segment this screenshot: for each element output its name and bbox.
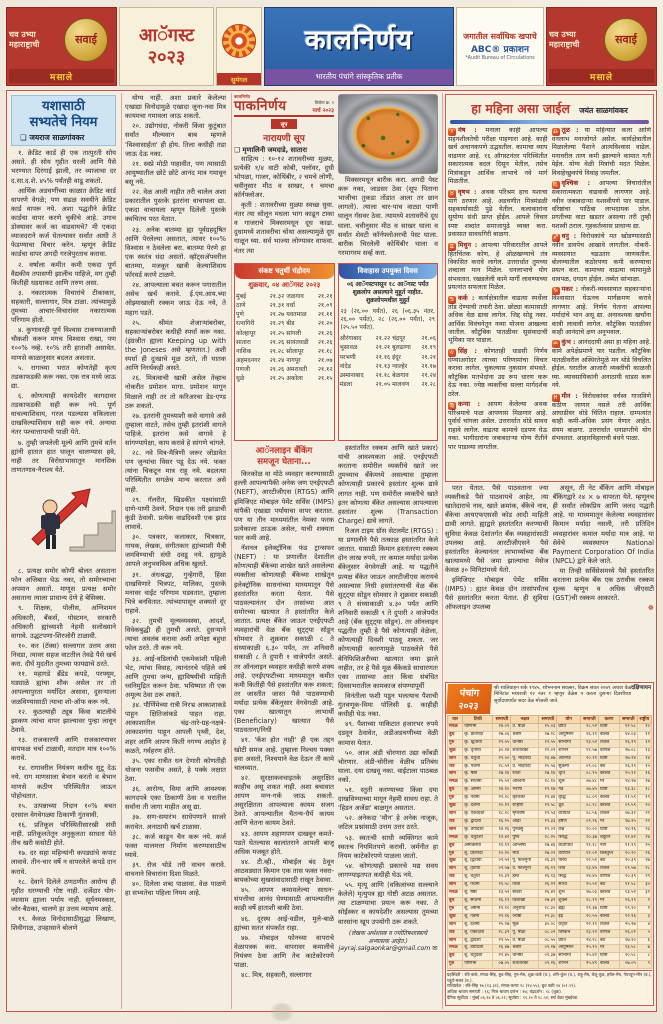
panchang-row: सोम कृ. त्रयोदशी १४.२६ पुनर्वसु २९.०२ वज्र १०.०० विष्टि १४.२६ २३	[448, 826, 652, 834]
masthead	[264, 7, 454, 86]
zodiac-entry	[448, 348, 548, 399]
panchang-row: शुक्र कृ. तृतीया ३०.२४ शततारका २२.०२ शोभन ११.५७ वणिज १७.०८ १३	[448, 747, 652, 755]
banking-paragraphs-cont-left	[445, 484, 549, 613]
recipe-ingredients: साहित्य : १०-१२ शतावरीच्या मुळ्या, प्रत्येकी १/४ वाटी कोबी, फ्लॉवर, दुधी भोपळा, गाजर, कोथिंबीर, २ चमचे लोणी, चवीनुसार मीठ व साखर, १ चमचा कॉर्नफ्लोअर.	[234, 154, 334, 199]
banking-paragraph: या तिन्ही सर्विसेसमध्ये पैसे हस्तांतरित करताना प्रत्येक बँक एक ठरावीक रक्कम शुल्क म्हणून व अधिक जीएसटी (GST)ची रक्कम आकारते.	[552, 566, 654, 603]
panchang-row: गुरु शु. प्रतिपदा १०.२० मघा २७.०९ वरीयान १२.०२ किंस्तुघ्न १०.२० २६	[448, 850, 652, 858]
zodiac-name: वृश्चिक :	[561, 180, 591, 188]
rules-item: १६. प्रतिकूल परिस्थितीसारखी संधी नाही. प्रतिकूलतेतून अनुकूलता साधता येते तीच खरी कसोटी होते.	[11, 820, 116, 848]
table-row: धुळे २१.२५ अकोला २१.१५	[236, 375, 333, 383]
banking-paragraph: परत येतात. पैसे पाठवताना ज्या व्यक्तीकडे पैसे पाठवायचे आहेत, त्या खातेदाराचे नाव, खाते क्रमांक, बँकेचे नाव, बँकेचा आयएफएससी कोड आदी माहिती द्यावी लागते. ह्याद्वारे हस्तांतरित करण्याची सुविधा केवळ देशांतर्गत बँक व्यवहारांसाठी उपलब्ध आहे. आरटीजीएसने पैसे हस्तांतरित केल्यानंतर लाभार्थ्याच्या बँक खात्यामध्ये पैसे जमा झाल्याचा मेसेज केवळ ३० मिनिटांमध्ये येतो.	[445, 484, 549, 574]
banking-paragraph: रिअल टाइम ग्रॉस सेटलमेंट (RTGS) : या प्रणालीने पैसे तत्काळ हस्तांतरित केले जातात. यासाठी किमान हस्तांतरण रक्कम दोन लाख रुपये, तर कमाल मर्यादा प्रत्येक बँकेनुसार वेगवेगळी आहे. या पद्धतीने प्रत्यक्ष बँकेत जाऊन आरटीजीएस करायचे असल्यास निधी हस्तांतरणाची वेळ बँक सुट्ट्या सोडून सोमवार ते शुक्रवार सकाळी ९ ते संध्याकाळी ४.३० पर्यंत आणि शनिवारी सकाळी ९ ते दुपारी २ वाजेपर्यंत आहे (बँक सुट्ट्या सोडून). तर ऑनलाइन पद्धतीत तुम्ही हे पैसे कोणत्याही वेळेला, कोणत्याही दिवशी पाठवू शकता. जर कोणत्याही कारणामुळे पाठवलेले पैसे बेनिफिशिअरीच्या खात्यात जमा झाले नाहीत, तर हे पैसे मूळ बँकेकडे साधारणतः एका तासाच्या आत किंवा संबंधित दिवसभरातील कामकाज संपण्यापूर्वी	[338, 526, 438, 690]
panchang-row: शनि शु. तृतीया ०९.५७ उ. फाल्गुनी २६.१९ शिव १३.४५ तैतिल ०९.५७ २८	[448, 866, 652, 874]
zodiac-entry	[552, 180, 652, 231]
table-row: पुणे २१.२७ यवतमाळ २१.११	[236, 311, 333, 319]
pak-title: पाकनिर्णय	[234, 98, 287, 114]
recipe-method-1: कृती : शतावरीच्या मुळ्या स्वच्छ धुवा. नंतर त्या सोलून मधला भाग काढून टाका व गाजराचे मिक्सरमधून दूध काढा. दुधामध्ये शतावरीचा चोथा असल्यामुळे दूध गाळून घ्या. सर्व भाज्या लोण्यावर वाफवा. नंतर त्या	[234, 201, 334, 255]
zodiac-text: आपल्या परिवारातील आपले हितचिंतक कोण, हे ओळखण्याचे तंत्र विकसित करावे लागेल. उत्तरार्धात तुमच्या शब्दाला मान मिळेल. धनलाभाचे योग संभवतात. रखडलेली कामे मार्गी लावण्याच्या प्रयत्नांत सफलता मिळेल.	[448, 241, 548, 292]
zodiac-icon: ♏	[552, 181, 559, 189]
zodiac-entry	[448, 242, 548, 293]
zodiac-icon: ♉	[449, 189, 455, 197]
sun-logo-box	[216, 7, 262, 86]
rules-item: विनंतीला फशी पडून भलत्याच पैशाची गुंतवणूक-विमा पॉलिसी इ. काहीही कधीही घेऊ नका.	[338, 691, 438, 719]
zodiac-icon: ♐	[552, 234, 559, 242]
middle-column	[231, 93, 440, 1009]
panchang-column-header: समाप्ती	[580, 716, 598, 724]
rules-item: २८. नवे मित्र-मैत्रिणी जरूर जोडावेत पण जुन्यांचा विसर पडू देऊ नये. फक्त त्यांना चिकटून मात्र राहू नये. बदलत्या परिस्थितीत सगळेच मान्य करतात असे नाही.	[125, 449, 226, 494]
month-box	[119, 7, 214, 86]
banking-paragraph: इमिजिएट मोबाइल पेमेंट सर्विस (IMPS) : ह्यात केवळ दोन तासांपर्यंतच पैसे हस्तांतरित करता येतात. ही सुविधा ऑफलाइन उपलब्ध	[445, 576, 549, 612]
rules-item: २४. आपल्याला बचत करून पगारातील असेच खर्च करावे. ई.एम.आय.च्या ओझ्याखाली रक्कम जाऊ देऊ नये, ते महाग पडते.	[125, 281, 226, 317]
page-header	[6, 7, 657, 86]
rules-item: ४३. आपण शहाणपण दाखवून कमते-पडते घेतल्यास कालांतराने आपली बाजू अधिक मजबूत होते.	[234, 829, 334, 856]
panchang-row: मंगळ शु. त्रयोदशी २६.४७ श्रवण ०९.२७ आयुष्मान २५.१५ गर १३.५८ ७	[448, 945, 652, 953]
rules-item: १०. कर (टॅक्स) सल्लागार उत्तम असा निवडा, त्यावर सहज वाटतील तेवढे पैसे खर्च करा. दीर्घ मुदतीत तुमच्या फायद्याचे ठरते.	[11, 641, 116, 669]
table-row: नाशिक २१.२८ सोलापूर २१.१८	[236, 347, 333, 355]
panchang-row: शनि शु. दशमी २५.२७ मूळ ३०.०८ वैधृति २२.११ तैतिल २५.२७ ४	[448, 921, 652, 929]
moonrise-table-2	[339, 334, 438, 389]
sawai-medal-icon: सवाई	[604, 18, 648, 62]
rules-item: ३०. पत्रकार, कलाकार, चित्रकार, गायक, लेखक, संगीतकार ह्यांच्याशी मैत्री जमविण्याची संधी दवडू नये. ह्यामुळे आपले अनुभवविश्व अधिक खुलते.	[125, 533, 226, 569]
zodiac-name: मेष :	[458, 127, 477, 134]
panchang-section	[445, 682, 654, 1006]
panchang-row: मंगळ कृ. चतुर्दशी १२.४२ पुष्य २८.२५ सिद्धि १०.३७ शकुनि १२.४२ २४	[448, 834, 652, 842]
panchang-row: सोम कृ. षष्ठी २७.१४ रेवती २७.१४ धृति ०८.१५ कौलव १५.११ १६	[448, 771, 652, 779]
zodiac-name: मकर :	[561, 286, 579, 294]
recipe-title: नारायणी सूप	[263, 133, 305, 144]
zodiac-name: मिथुन :	[458, 241, 478, 249]
rules-item: ४९. पैशाच्या पाकिटात हजारभर रुपये दडवून ठेवावेत, अडीअडचणीच्या वेळी कामास येतात.	[338, 720, 438, 747]
table-row: पणजी २१.२६ अमरावती २१.१२	[236, 366, 333, 374]
author-email: jayraj.salgaonkar@gmail.com	[338, 944, 431, 952]
year-label: २०२३	[147, 46, 186, 68]
wedding-note: ०६ आॅगस्टपासून १८ आॅगस्ट पर्यंत शुक्रलोप असल्याने मुहूर्त नाहीत. शुक्रलोपमधील मुहूर्त	[346, 281, 429, 305]
zodiac-text: आनंददायी असा हा महिना आहे. कामे अपेक्षेप्रमाणे पार पडतील. कौटुंबिक पातळीवरील अस्थिरतेमुळे मन थोडे विचलित होईल. घरातील आजारी व्यक्तीची काळजी घ्या. व्यावसायिकांनी अनाठायी धाडस करू नये.	[551, 339, 651, 390]
zodiac-text: अथक परिश्रम हाच यशाचा मार्ग ठरणार आहे. अडचणीत मित्रमंडळी सहकार्यासाठी पुढे येतील. कलाकारांना सुयोग्य संधी प्राप्त होईल. आपले विचार स्पष्ट शब्दांत समाजापुढे व्यक्त करा. प्रवासात सावधगिरी बाळगा.	[448, 188, 548, 239]
zodiac-icon: ♎	[552, 128, 559, 135]
panchang-row: सोम शु. द्वादशी २९.५५ उ. षाढा ०८.५५ प्रीति २४.२८ बव १७.१० ६	[448, 937, 652, 945]
dakshinayan-label: दक्षिणायन	[631, 685, 651, 691]
zodiac-text: आपल्या विचारांतील सकारात्मकता वाढवावी लागणार आहे. नवीन जबाबदाऱ्या यशस्वीपणे पार पाडाल. वरिष्ठांचा पाठिंबा लाभदायक ठरेल. प्रगतीच्या वाटा खडतर असल्या तरी तुम्ही यशस्वी ठराल. गृहकर्तव्यास प्राधान्य द्या.	[551, 180, 651, 230]
sawai-masale-label: मसाले	[50, 72, 73, 83]
table-row: मुंबई २१.३२ जळगाव २१.२१	[236, 293, 333, 300]
zodiac-entry	[552, 233, 652, 284]
rules-item: २५. श्रीमंत शेजाऱ्यांबरोबर, सहकाऱ्यांबरोबर कधीही स्पर्धा करू नका. (इंग्रजीत ह्याला Keeping up with the Joneses असे म्हणतात.) अशी स्पर्धा ही दुःखाचे मूळ ठरते, ती घातक आणि निरर्थकही असते.	[125, 318, 226, 373]
panchang-column-header: समाप्ती	[539, 716, 557, 724]
abc-line2: ABC® प्रकाशन	[470, 45, 530, 56]
email-icon: ✉	[432, 944, 438, 952]
zodiac-name: कुंभ :	[561, 339, 576, 347]
sawai-medal-icon: सवाई	[64, 18, 108, 62]
rules-item: ५५. मृत्यू आणि (वकिलांच्या सल्ल्याने केलेले) मृत्युपत्र ह्या गोष्टी अटळ असतात. त्या टाळण्याचा प्रयत्न करू नका. ते सोईस्कर व कायदेशीर असल्यास तुमच्या वारसांना खूप उपयोगी ठरू शकते.	[338, 881, 438, 926]
wedding-muhurt: २३ (२६.०० पर्यंत), २६ (०६.३५ नंतर, २६.०० पर्यंत), २८ (२६.०० पर्यंत), २९ (२५.५० पर्यंत).	[340, 307, 435, 332]
zodiac-entry	[448, 401, 548, 452]
rules-item: ५०. आज अंडी चोरणारा उद्या कोंबडी चोरणार. अंडी-चोरीला वेळीच प्रतिबंध घाला. दया दाखवू नका. वाईटाला पाठबळ नको.	[338, 748, 438, 784]
banking-paragraphs-cont-right	[553, 484, 655, 603]
rules-item: ५१. स्तुती करण्याच्या किंवा दया दाखविण्याच्या मागून नेहमी सावध राहा. ते 'हिडन अजेंडा' बाळगून असतात.	[338, 786, 438, 813]
recipe-category-tag: सूप	[271, 119, 297, 129]
rules-item: ५. रागाच्या भरात कोणतेही कृत्य तडकाफडकी करू नका. एक रात्र मध्ये जाऊ द्या.	[11, 363, 116, 390]
panchang-row: शनि कृ. चतुर्थी २९.५० पू. भाद्रपदा २३.४७ अतिगंड १०.२१ विष्टि १७.२४ १४	[448, 755, 652, 763]
zodiac-entry	[552, 127, 652, 178]
panchang-column-header: वार	[448, 716, 463, 724]
zodiac-text: विरोधकांचे मत खोडण्यासाठी नवीन डावपेच आखावे लागतील. नोकरी-व्यवसायात चढउतार जाणवतील. बोलण्यातील कठोरपणा कमी करण्याचा प्रयत्न करा. कामाच्या वाढत्या व्यापामुळे धावपळ, दगदग होईल. तब्येत सांभाळा.	[551, 233, 651, 283]
wedding-days-box	[338, 263, 439, 441]
sankashti-box	[234, 263, 335, 441]
sawai-ad-left	[6, 7, 117, 86]
rules-item: ३९. रोज थोडे तरी वाचन करावे. वाचनाने विचारांना दिशा मिळते.	[125, 860, 226, 879]
pak-nirnay-masthead	[234, 94, 334, 117]
rules-item: ९. शिक्षक, पोलीस, अग्निशमन अधिकारी, बँकर्स, पोस्टमन, सरकारी अधिकारी ह्यांच्याशी नेहमी सलोख्याने वागावे. उद्धटपणा-शिरजोरी टाळावी.	[11, 604, 116, 640]
panchang-footnote: अधिक श्रावण समाप्ती : १६; निज श्रावण प्रारंभ : १७; चंद्रदर्शन : १८ (शुक्र).	[447, 989, 563, 995]
sumangal-label: सुमंगल	[217, 73, 261, 85]
panchang-row: शुक्र शु. द्वितीया ०९.५२ पू. फाल्गुनी २६.३९ परिघ १२.५१ बव २०.३९ २७	[448, 858, 652, 866]
rules-paragraphs-bottom-left	[234, 736, 334, 980]
banking-and-rules-bottom	[234, 444, 438, 1004]
pak-date: मार्च २०२३	[312, 107, 334, 114]
horoscope-title: हा महिना असा जाईल	[471, 101, 571, 116]
rules-item: ३७. सण-समारंभ साधेपणाने साजरे करावेत. अनाठायी खर्च टाळावा.	[125, 813, 226, 831]
panchang-note: दक्षिणायन श्री शालिवाहन शके १९४५, शोभननाम संवत्सर, विक्रम संवत २०७९ अथवा वेळ मिनिटांत मध्यरात्री १२ नंतर १ म्हणून वेळेस न करता दुसऱ्या दिवशीच्या सूर्योदयापर्यंत सदर वेळ मोजली जाते.	[494, 685, 651, 704]
zodiac-column-left	[448, 127, 548, 477]
rules-item: ४५. आपण कमावलेल्या साधन-संपत्तीचा आनंद घेण्यासाठी आपल्यातील काही वर्षे हाताशी बाकी ठेवा.	[234, 886, 334, 913]
banking-continuation	[445, 484, 654, 680]
zodiac-icon: ♓	[552, 393, 559, 401]
panchang-row: बुध कृ. अष्टमी २४.१० भरणी २९.१७ गंड ०७.४५ विष्टि १३.३८ १८	[448, 787, 652, 795]
horoscope-section	[445, 94, 654, 482]
rules-item: ४६. दूरस्थ आई-वडील, मुले-बाळे ह्यांच्या सतत संपर्कात राहा.	[234, 914, 334, 932]
rules-item: २२. वेळ आली नाहीत तरी चालेल अशा प्रकारातील पुस्तके इतरांना वाचायला द्या. एकदा वाचायला म्हणून दिलेली पुस्तके क्वचितच परत येतात.	[125, 188, 226, 224]
rules-item: २९. गॅलरीत, खिडकीत पक्ष्यांसाठी दाणे-पाणी ठेवणे. निदान एक तरी झाडाची कुंडी ठेवावी. प्रत्येक वाढदिवशी एक झाड लावावे.	[125, 495, 226, 532]
zodiac-text: कोणताही धाडसी निर्णय घेण्याअगोदर त्याच्या परिणामांचा विचार करावा लागेल. चुकल्यास नुकसान संभवते. कौटुंबिक मतभेदांना उग्र रूप धारण करू देऊ नका. ज्येष्ठ व्यक्तींचा सल्ला मार्गदर्शक ठरेल.	[448, 347, 548, 398]
rules-item: १२. कुठल्याही ट्यूब किंवा बाटलीचे झाकण त्यांचा वापर झाल्यावर पुन्हा लावून ठेवावे.	[11, 707, 116, 734]
abc-line3: *Audit Bureau of Circulations	[465, 56, 535, 62]
panchang-column-header: नक्षत्र	[511, 716, 539, 724]
rules-item: ५२. अनेकदा 'मौन' हे अनेक नाजूक, जटिल प्रश्नांसाठी उत्तम उत्तर ठरते.	[338, 814, 438, 832]
panchang-column-header: राष्ट्रीय	[637, 716, 651, 724]
zodiac-entry	[448, 295, 548, 346]
banking-paragraph: असून, ती नेट बँकिंग आणि मोबाइल बँकिंगद्वारे २४ × ७ वापरता येते. म्हणूनच ही सर्वांत लोकप्रिय आणि जलद पद्धती आहे. या माध्यमातून केलेल्या व्यवहारांवर किमान मर्यादा नसली, तरी प्रतिदिन व्यवहारांवर कमाल मर्यादा मात्र आहे. या सेवेचे व्यवस्थापन National Payment Corporation Of India (NPCL) द्वारे केले जाते.	[552, 484, 654, 565]
panchang-row: रवि शु. चतुर्थी १०.३९ हस्त २६.१३ सिद्ध १४.४५ वणिज १०.३९ २९	[448, 874, 652, 882]
panchang-row: गुरु कृ. द्वितीया २९.५५ धनिष्ठा १९.५५ सौभाग्य १३.५२ तैतिल १६.२९ १२	[448, 739, 652, 747]
panchang-column-header: योग	[557, 716, 581, 724]
rules-item: ३५. एका रात्रीत धन देणारी कोणतीही योजना फसवीच असते, हे पक्के लक्षात ठेवा.	[125, 756, 226, 783]
rules-item: ३६. आरोग्य, विमा आणि आवश्यक कागदपत्रे एका ठिकाणी ठेवा व घरातील सर्वांना ती जागा माहीत असू द्या.	[125, 785, 226, 812]
zodiac-text: नोकरी-व्यवसायात सहकाऱ्यांना विश्वासात घेऊनच मार्गक्रमण करावे लागणार आहे. निर्णय घेताना आपल्या मर्यादांचे भान असू द्या. अनावश्यक खर्चांना कात्री लावावी लागेल. कौटुंबिक पातळीवर काही आनंदाचे क्षण अनुभवाल.	[551, 286, 651, 337]
rules-item: ५३. स्वतःची साधी व्यक्तिगत कामे स्वतःच नियमितपणे करावी. जर्मनीत हा नियम काटेकोरपणे पाळला जातो.	[338, 833, 438, 860]
zodiac-icon: ♋	[449, 295, 455, 303]
panchang-row: गुरु शु. अष्टमी १९.१० अनुराधा २८.३० ब्रह्म १९.३७ विष्टि १९.१० २	[448, 905, 652, 913]
zodiac-name: कर्क :	[458, 294, 475, 302]
pak-winner-note: विजेता क्र. १	[314, 99, 334, 105]
zodiac-name: वृषभ :	[458, 188, 477, 196]
rules-item: २. वर्षाला कमीत कमी एकदा पूर्ण वैद्यकीय तपासणी झालीच पाहिजे, मग तुम्ही कितीही धडधाकट आणि तरुण असा.	[11, 260, 116, 287]
table-row: ठाणे २१.३१ वर्धा २१.०९	[236, 302, 333, 310]
sawai-masale-label: मसाले	[590, 72, 613, 83]
recipe-section	[234, 94, 438, 260]
table-row: कोल्हापूर २१.२५ सांगली २१.२६	[236, 329, 333, 337]
zodiac-text: मनाला काही आपल्या सहनशीलतेची परीक्षा पाहणारा आहे. काही खर्च अचानकपणे उद्भवतील. कामाचा व्याप वाढणार आहे. १६ ऑगस्टनंतर परिस्थितीत सकारात्मक बदल दिसून येतील, तसेच मित्रांकडून आर्थिक लाभाचे नवे मार्ग मिळतील.	[448, 127, 548, 186]
ink-stamp-mark	[268, 1003, 296, 1021]
rules-item: २७. इतरांनी तुमच्याशी कसे वागावे असे तुम्हाला वाटते, तसेच तुम्ही इतरांशी वागले पाहिजे. इतरांना कसे वागावे हे सांगण्यापेक्षा, काय करावे हे सांगणे चांगले.	[125, 411, 226, 448]
rules-paragraphs-1a	[11, 149, 116, 475]
zodiac-icon: ♊	[449, 242, 455, 250]
rules-item: ६. कोणत्याही कायदेशीर कागदावर तडकाफडकी सही करू नये. पूर्ण वाचल्याशिवाय, गरज पडल्यास वकिलाला दाखविल्याशिवाय सही करू नये. अन्यथा नंतर पश्चात्तापाची पाळी येते.	[11, 392, 116, 437]
rules-item: ४२. सुरक्षाकवचाइतके असुरक्षित काहीच असू शकत नाही. अशा बचावात आपण मग्न-गर्क जाऊ शकतो. असुरक्षितता आपल्याला कायम सजग ठेवते. आपल्यातील चैतन्य-धैर्य कायम आणि चेतना कायम ठेवते.	[234, 773, 334, 828]
panchang-footnote: दैनिक सूर्योदय : मुंबई ०६.१४ ते ०६.२१; सूर्यास्त : १९.१० ते १८.५२; सर्व वेळा मुंबईच्या.	[447, 994, 579, 1000]
rules-item: ७. तुम्ही जपलेली मूल्ये आणि तुमचे वर्तन ह्यांनी हातात हात घालून चालण्यास हवे, नाही तर विरोधाभासातून मानसिक ताणतणाव-नैराश्य येते.	[11, 438, 116, 474]
banking-paragraphs-right	[338, 444, 438, 691]
panchang-column-header: समाप्ती	[493, 716, 511, 724]
panchang-row: शुक्र कृ. दशमी २०.२९ रोहिणी २९.५८ ध्रुव ०८.२८ कौलव ०९.५९ २०	[448, 803, 652, 811]
sankashti-title: संकष्ट चतुर्थी चंद्रोदय	[235, 264, 334, 279]
rules-item: २०. उद्योगधंदा, नोकरी किंवा कुटुंबात सर्वांत मौल्यवान बाब म्हणजे 'विश्वासार्हता' ही होय. तिला कधीही तडा जाऊ देऊ नका.	[125, 122, 226, 158]
table-row: परभणी २१.१६ इंदूर २१.२१	[339, 353, 436, 361]
banking-article-title: आॅनलाइन बँकिंग समजून घेताना...	[255, 446, 313, 467]
rules-item: ४०. दिलेला शब्द पाळावा. वेळ पाळणे हा सभ्यतेचा पहिला नियम आहे.	[125, 880, 226, 898]
info-boxes	[234, 263, 438, 441]
sankashti-date: शुक्रवार, ०४ आॅगस्ट २०२३	[248, 281, 321, 289]
panchang-row: शुक्र शु. नवमी २२.१६ ज्येष्ठा २९.३८ इंद्र २०.५५ बालव २२.१६ ३	[448, 913, 652, 921]
sawai-ad-right	[546, 7, 657, 86]
masthead-title: कालनिर्णय	[304, 25, 414, 56]
moonrise-table	[235, 292, 334, 383]
table-row: सातारा २१.२६ सावंतवाडी २१.२६	[236, 338, 333, 346]
rules-item: १९. केवळ विनोदासाठीसुद्धा लिखाण, शिवीगाळ, उपहासाने बोलणे	[11, 915, 116, 933]
panchang-row: बुध अमावास्या ११.१९ आश्लेषा २७.४६ व्यतीपात ११.१८ नाग ११.१९ २५	[448, 842, 652, 850]
zodiac-icon: ♍	[449, 401, 455, 409]
zodiac-name: धनु :	[561, 233, 577, 241]
article-end-icon: ☸	[647, 604, 654, 613]
table-row: मंडला २१.०५ मालवण २१.२८	[339, 381, 436, 389]
wedding-title: विवाहास उपयुक्त दिवस	[339, 264, 438, 279]
rules-item: ३४. पौर्णिमेच्या रात्री निरभ्र आकाशाकडे पाहून क्षितिजांकडे पाहत राहा. आकाशातील चंद्र-तारे-ग्रह-नक्षत्रे-आकाशगंगा पाहून आपली पृथ्वी, देश, शहर आणि आपण किती नगण्य आहोत हे कळते, गर्वहरण होते.	[125, 701, 226, 755]
rules-item: २६. मित्रत्वाची खात्री असेल तेव्हाच नोकरीत प्रमोशन मागा. प्रमोशन मागून मिळाले नाही तर तो करिअरचा डेड-एण्ड ठरू शकतो.	[125, 374, 226, 410]
panchang-logo: पंचांग २०२३	[446, 684, 492, 714]
arrow-stairs-cartoon	[12, 477, 116, 565]
zodiac-name: सिंह :	[458, 347, 477, 355]
panchang-column-header: करण	[598, 716, 619, 724]
panchang-row: रवि कृ. द्वादशी १६.२५ आर्द्रा २९.३३ हर्षण ०९.२६ गर १७.२५ २२	[448, 818, 652, 826]
rules-item: आर्थिक अडचणींच्या काळात क्रेडिट कार्ड वापरणे वेगळे; पण सढळ सवयीने क्रेडिट कार्ड वापरू नये. अशा पद्धतीने क्रेडिट कार्डचा वापर करणे चुकीचे आहे. उगाच डोक्यावर कर्ज का वाढवायचे? मी एकदा व्याजदराने कर्ज घेतल्यावर सर्वांत आधी ते फेडण्याचा विचार करेन. म्हणून क्रेडिट कार्डचा वापर अगदी गरजेपुरताच करावा.	[11, 186, 116, 259]
zodiac-entry	[448, 127, 548, 187]
horoscope-byline: जयंत साळगांवकर	[579, 106, 628, 115]
abc-line1: जगातील सर्वाधिक खपाचे	[463, 31, 537, 41]
rules-item: १३. राजकारणी आणि राजकारणावर वायफळ चर्चा टाळावी, मतदान मात्र १००% करावे.	[11, 735, 116, 763]
rules-item: ११. महागडे ब्रँडेड कपडे, परफ्यूम, घड्याळे ह्यांचा शौक असेल तर तो आपल्यापुरता मर्यादित असावा, दुसऱ्याला जळविण्यासाठी त्याचा शो-ऑफ करू नये.	[11, 670, 116, 706]
zodiac-entry	[552, 339, 652, 390]
zodiac-name: कन्या :	[458, 400, 481, 408]
panchang-row: मंगळ शु. षष्ठी १३.५२ स्वाती २६.४९ शुभ १७.०३ कौलव १३.५२ ३१	[448, 890, 652, 898]
panchang-row: रवि कृ. पंचमी २८.५२ उ. भाद्रपदा २५.५६ सुकर्मा ०९.०८ बव १६.१९ १५	[448, 763, 652, 771]
rules-item: ३. नकारात्मक विचारांचे टीकाकार, सहकारी, सल्लागार, मित्र टाळा. त्यांच्यामुळे तुमच्या आचार-विचारांवर नकारात्मक परिणाम होतो.	[11, 288, 116, 325]
rules-item: ४१. 'कॅश होत नाही' ही एक तद्दन खोटी समज आहे. तुम्हाला निश्चय पक्का हवा असतो, निश्चयाने वेळ देऊन ती कामे चालव्यात.	[234, 736, 334, 772]
rules-item: योग्य नाही. अशा प्रकारे केलेल्या एखाद्या विनोदामुळे एखादा जुना-नवा मित्र कायमचा गमावला जाऊ शकतो.	[125, 94, 226, 121]
zodiac-icon: ♈	[449, 128, 455, 135]
zodiac-text: या महिन्यात कला आणि धनलाभ मनाजोगते असेल. कार्यक्षेत्रातील मिळालेल्या पैशाने आत्मविश्वास वाढेल. मनावरील ताण कमी झाल्याने कामात गती येईल. योग्य वेळी मित्रांची मदत मिळेल. विवाहेच्छुकांचे विवाह जमतील.	[551, 127, 651, 177]
month-label: आॅगस्ट	[138, 24, 195, 46]
zodiac-text: आपण केलेल्या अथक परिश्रमाचे फळ आपणास मिळणार आहे. पूर्वार्ध चांगला असेल. उत्तरार्धात थोडे सावध राहावे लागेल. वाढत्या कामाचे दडपण घेऊ नका. भागीदारांना जबाबदाऱ्या योग्य रीतीने पार पाडाव्या लागतील.	[448, 400, 548, 451]
rules-byline: ❑ जयराज साळगांवकर	[20, 133, 85, 143]
content-frame	[6, 90, 657, 1012]
panchang-row: मंगळ पौर्णिमा २४.०१ उ. षाढा १५.०३ प्रीति १८.५२ विष्टि १२.५८ १०	[448, 724, 652, 732]
rules-item: ४४. टी.व्ही., मोबाईल बंद ठेवून आठवड्यात किमान एक तास फक्त नवरा-बायकोच्या सुखसंवादासाठी राखून ठेवावा.	[234, 857, 334, 885]
sun-icon	[222, 24, 256, 58]
panchang-column-header: समाप्ती	[619, 716, 637, 724]
masthead-subtitle: भारतीय पंचांगे सांस्कृतिक प्रतीक	[265, 69, 453, 85]
panchang-column-header: तिथी	[463, 716, 493, 724]
panchang-row: सोम शु. पंचमी ११.५८ चित्रा २६.२२ साध्य १५.५१ बव ११.५८ ३०	[448, 882, 652, 890]
rules-item: १४. रागावरील नियंत्रण कधीच सुटू देऊ नये. राग माणसाला बेभान करतो व बेभान माणसे कठीण परिस्थितीत जाऊन पोहोचतात.	[11, 764, 116, 800]
banking-paragraph: नॅशनल इलेक्ट्रॉनिक फंड ट्रान्सफर (NEFT) : या प्रणालीत देशातील कोणत्याही बँकेच्या शाखेत खाते असलेल्या व्यक्तीला कोणत्याही बँकेच्या शाखेतून इलेक्ट्रॉनिक साधनांच्या माध्यमातून पैसे हस्तांतरित करता येतात. पैसे पाठवल्यानंतर दोन तासांच्या आत समोरच्या खात्यात ते हस्तांतरित केले जातात. प्रत्यक्ष बँकेत जाऊन एनईएफटी व्यवहारांची वेळ बँक सुट्ट्या सोडून सोमवार ते शुक्रवार सकाळी ८ ते संध्याकाळी ६.३० पर्यंत, तर शनिवारी सकाळी ८ ते दुपारी १ वाजेपर्यंत असते. तर ऑनलाइन व्यवहार कधीही करणे शक्य आहे. एनईएफटीच्या माध्यमातून कमीत कमी कितीही पैसे हस्तांतरित करू शकता; तर जास्तीत जास्त पैसे पाठवण्याची मर्यादा प्रत्येक बँकेनुसार वेगवेगळी आहे. एका खात्यातून लाभार्थी (Beneficiary) खात्यात पैसे पाठवताना/निधी	[234, 544, 334, 735]
zodiac-text: कार्यक्षेत्रातील वाढत्या स्पर्धेला तोंड देण्याची तयारी ठेवा. छोट्या कामासाठी अधिक वेळ द्यावा लागेल. जिद्द सोडू नका. आर्थिक विवंचनेतून नव्या योजना आखल्या जातील. कौटुंबिक पातळीवर सुसंवादाची भूमिका पार पाडाल.	[448, 294, 548, 345]
zodiac-icon: ♑	[552, 287, 559, 295]
zodiac-name: तूळ :	[561, 127, 579, 134]
rules-item: १. क्रेडिट कार्ड ही एक तात्पुरती सोय असते. ही सोय गृहीत धरली आणि पैसे भरण्यात दिरंगाई झाली, तर व्याजाचा दर द.सा.द.शे. ४५% पर्यंतही वाढू शकतो.	[11, 149, 116, 185]
zodiac-icon: ♒	[552, 340, 559, 348]
rules-article-title: यशासाठी सभ्यतेचे नियम ❑ जयराज साळगांवकर	[11, 95, 116, 146]
rules-item: ३२. तुमची मूल्यव्यवस्था, आदर्श, विवेकबुद्धी ही तुमची असते. दुसऱ्याने त्याचा अवलंब करावा अशी अपेक्षा बहुधा फोल ठरते. ती करू नये.	[125, 617, 226, 653]
zodiac-column-right	[552, 127, 652, 477]
zodiac-entry	[552, 286, 652, 337]
pak-small-label: कालनिर्णय	[234, 94, 251, 99]
panchang-row: बुध कृ. प्रतिपदा २७.०६ श्रवण १७.२८ आयुष्मान १६.११ बालव १४.०३ ११	[448, 731, 652, 739]
zodiac-name: मीन :	[561, 392, 578, 400]
sawai-tagline: चव उभ्या महाराष्ट्राची	[9, 30, 40, 49]
zodiac-entry	[448, 189, 548, 240]
rules-item: ३१. अंधश्रद्धा, गुन्हेगारी, हिंसा दाखविणारे चित्रपट, मालिका, पुस्तके मनावर वाईट परिणाम घडवतात, तुम्हाला भित्रे बनवितात. त्यांच्यापासून शक्यतो दूर राहावे.	[125, 570, 226, 616]
table-row: उस्मानाबाद २१.१८ बेळगाव २१.२४	[339, 371, 436, 379]
rules-item: ४८. मित्र, सहकारी, सल्लागार	[241, 971, 312, 980]
rules-paragraphs-bottom-right	[338, 692, 438, 927]
rules-column-2	[121, 93, 229, 1009]
panchang-footnote: ग्रहस्थिती : रवि-कर्क, मंगळ-सिंह, बुध-सिंह, गुरु-मेष, शुक्र-कर्क (व.), शनि-कुंभ (व.), राहू-मेष, केतू-तूळ, हर्षल-मेष, नेपच्यून-मीन (व.), प्लूटो-मकर (व.).	[447, 972, 652, 983]
sawai-tagline: चव उभ्या महाराष्ट्राची	[549, 30, 580, 49]
author-footnote: (लेखक अर्थशास्त्र व ज्योतिषशास्त्राचे अभ्यासक आहेत.)	[348, 929, 428, 945]
table-row: रत्नागिरी २१.२९ बीड २१.२०	[236, 320, 333, 328]
rules-paragraphs-2	[125, 94, 226, 898]
panchang-table	[447, 715, 652, 969]
panchang-row: शनि कृ. एकादशी १८.२८ मृगशीर्ष २९.५३ व्याघात ०८.५६ तैतिल ०७.३१ २१	[448, 811, 652, 819]
rules-item: ५४. कोणत्याही प्रकारचे मद्य सवय लागण्याइतपत कधीही घेऊ नये.	[338, 861, 438, 880]
panchang-row: बुध शु. सप्तमी १६.१९ विशाखा २७.३२ शुक्ल १८.१९ गर १६.१९ १	[448, 897, 652, 905]
rules-item: २१. स्वप्ने मोठी पाहावीत, पण त्यासाठी आयुष्यातील छोटे छोटे आनंद मात्र गमावून बसू नये.	[125, 159, 226, 186]
panchang-footnotes	[447, 970, 652, 1000]
rules-item: ८. प्रत्यक्ष समोर कोणी बोलत असताना फोन अजिबात घेऊ नका, तो समोरच्याचा अपमान असतो. माणूस प्रत्यक्ष समोर असताना त्याला प्राधान्य देणे हे बेसिक्स.	[11, 567, 116, 603]
zodiac-icon: ♌	[449, 348, 455, 356]
rules-item: ३३. आई-वडिलांची एकमेकांशी पहिली भेट, त्यांचा विवाह, त्यानंतरचे पहिले वर्ष आणि तुमचा जन्म, ह्याविषयीची माहिती ध्वनिमुद्रित करून ठेवा. भविष्यात ती एक अमूल्य ठेवा ठरू शकते.	[125, 654, 226, 699]
table-row: नांदेड २१.१३ ग्वाल्हेर २१.१७	[339, 362, 436, 370]
panchang-row: रवि शु. एकादशी २८.३२ पू. षाढा ०८.०२ विष्कंभ २३.२२ वणिज १६.०२ ५	[448, 929, 652, 937]
rules-paragraphs-1b	[11, 567, 116, 933]
panchang-row: बुध शु. चतुर्दशी २२.४५ धनिष्ठा ०९.३७ सौभाग्य २५.४२ विष्टि १०.५८ ८	[448, 953, 652, 961]
banking-paragraph: हस्तांतरित रक्कम आणि खाते प्रकार) यांची आवश्यकता आहे. एनईएफटी करताना समोरील व्यक्तीचे खाते जर तुमच्याच बँकेमध्ये असल्यास तुम्हाला कोणत्याही प्रकारचे हस्तांतर शुल्क द्यावे लागत नाही. पण समोरील व्यक्तीचे खाते इतर कोणत्या बँकेत असल्यास आपल्याला हस्तांतर शुल्क (Transaction Charge) द्यावे लागते.	[338, 444, 438, 525]
banking-paragraph: किरकोळ वा मोठे व्यवहार करण्यासाठी हल्ली आपल्यापैकी अनेक जण एनईएफटी (NEFT), आरटीजीएस (RTGS) आणि इमिजिएट मोबाइल पेमेंट सर्विस (IMPS) यांपैकी एखाद्या पर्यायाचा वापर करतात. पण या तीन माध्यमांतील नेमका फरक प्रत्येकाला ठाऊक असेल, याची शक्यता फार कमी आहे.	[234, 470, 334, 543]
rules-item: २३. अनेक बातम्या ह्या पूर्वग्रहदूषित आणि पेरलेल्या असतात, त्यावर १००% विश्वास न ठेवलेला बरा. बातम्या पेरणे हा एक स्वतंत्र धंदा असतो. व्हॉट्सअ‍ॅपवरील बातम्या, मजकूर खात्री केल्याशिवाय फॉरवर्ड करणे टाळणे.	[125, 225, 226, 280]
zodiac-entry	[552, 393, 652, 444]
rules-item: १८. देवाने दिलेले ठणठणीत आरोग्य ही गृहीत धरण्याची गोष्ट नाही. दर्जेदार योग-व्यायाम ह्याला पर्याय नाही. सूर्यनमस्कार, जोर-बैठका, चालणे हा उत्तम व्यायाम आहे.	[11, 877, 116, 913]
rules-item: ३८. कर्ज काढून चैन करू नये. कर्ज फक्त मालमत्ता निर्माण करण्यासाठीच घ्यावे.	[125, 832, 226, 859]
panchang-row: गुरु पौर्णिमा ०७.०५ शततारका ०९.२६ शोभन २५.४९ बालव ०७.०५ ९	[448, 961, 652, 969]
decorative-bar	[450, 120, 649, 124]
abc-publication-box	[456, 7, 544, 86]
right-column	[442, 93, 656, 1009]
zodiac-text: विरोधकांवर वर्चस्व गाजविणे कठीण जाणार नसले तरी आर्थिक आघाडीवर थोडे चिंतित राहाल. दाम्पत्यांत काही कमी-अधिक प्रसंग येणार आहेत. संयम बाळगा. उत्तरार्धात धनप्राप्तीचे योग संभवतात. आहारविहाराची बंधने पाळा.	[551, 392, 651, 443]
table-row: औरंगाबाद २१.२२ चंद्रपूर २१.०६	[339, 335, 436, 343]
table-row: भुसावळ २१.२१ बुलढाणा २१.१९	[339, 344, 436, 352]
rules-column-1	[9, 93, 119, 1009]
table-row: अहमदनगर २१.२४ नागपूर २१.०७	[236, 356, 333, 364]
rules-item: ४. कुणावरही पूर्ण विश्वास टाकण्याआधी चौकशी करून मगच विश्वास राखा, पण १००% नव्हे. १०% तरी हाताशी असावेत. माणसे काळानुसार बदलत असतात.	[11, 326, 116, 362]
panchang-footnote: राशिप्रवेश : रवि-सिंह १७ (१३.३१), मंगळ-कन्या १८ (१४.५५), बुध वक्री २४ (०१.२९).	[447, 983, 577, 989]
rules-item: १५. उत्पन्नाच्या निदान १०% बचत दरसाल वेगवेगळ्या ठिकाणी गुंतवावी.	[11, 801, 116, 819]
panchang-row: मंगळ कृ. सप्तमी २५.५१ अश्विनी २८.१० शूल ०७.४८ गर १४.२७ १७	[448, 779, 652, 787]
recipe-author: ❑ मृणालिनी जमदाडे, सातारा	[234, 145, 308, 154]
soup-photo	[338, 94, 438, 174]
panchang-header-row	[448, 716, 652, 724]
rules-item: १७. दर सहा महिन्यांनी कपड्यांचे कपाट लावावे. तीन-चार वर्षे न वापरलेले कपडे दान करावे.	[11, 849, 116, 876]
panchang-row: गुरु कृ. नवमी २२.२८ कृत्तिका २९.४४ वृद्धि ०८.०९ बालव ११.५९ १९	[448, 795, 652, 803]
banking-paragraphs-left	[234, 470, 334, 735]
recipe-method-2: मिक्सरमधून बारीक करा. अगदी पेस्ट करू नका, जाडसर ठेवा (सूप पिताना भाजीचा तुकडा तोंडात आला तर छान लागतो). त्याला चार-पाच वाट्या पाणी घालून गॅसवर ठेवा. त्यामध्ये शतावरीचे दूध घाला. चवीनुसार मीठ व साखर घाला व सर्वांत शेवटी कॉर्नफ्लोअरची पेस्ट घाला. बारीक चिरलेली कोथिंबीर घाला व गरमागरम सर्व्ह करा.	[338, 176, 438, 257]
rules-item: ४७. मोबाइल फोनच्या वापराचे वेळापत्रक करा. वापरावर कमालीचे नियंत्रण ठेवा आणि तेच काटेकोरपणे पाळा.	[234, 933, 334, 970]
